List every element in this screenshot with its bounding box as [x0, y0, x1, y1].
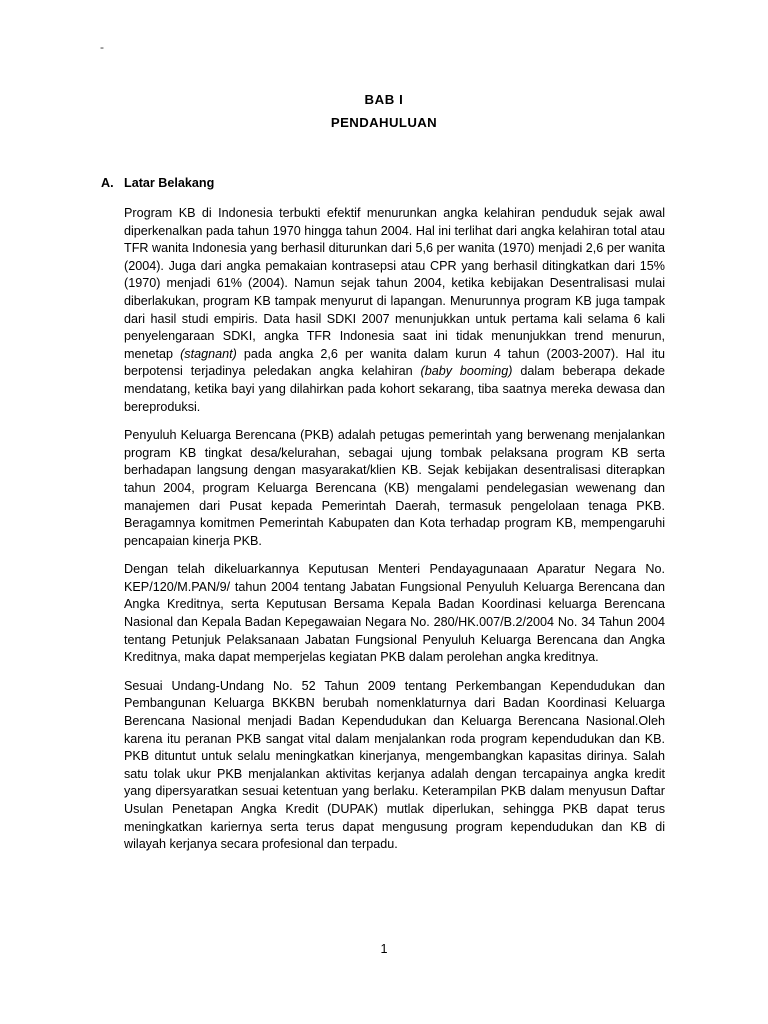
paragraph-3 [124, 561, 665, 667]
chapter-label: BAB I [364, 92, 404, 107]
section-letter: A. [101, 176, 114, 190]
text-run: pada angka 2,6 per wanita dalam kurun 4 tahun (2003-2007). Hal itu berpotensi terjadinya peledakan angka kelahiran [124, 346, 665, 379]
italic-term: (stagnant) [180, 346, 237, 361]
paragraph-1 [124, 205, 665, 416]
paragraph-4 [124, 678, 665, 854]
page-number: 1 [380, 942, 388, 956]
chapter-title: PENDAHULUAN [330, 115, 438, 130]
top-left-mark: - [100, 40, 104, 54]
italic-term: (baby booming) [420, 364, 513, 379]
section-heading [101, 175, 214, 191]
paragraph-2 [124, 427, 665, 550]
text-run: Sesuai Undang-Undang No. 52 Tahun 2009 tentang Perkembangan Kependudukan dan Pembangunan Keluarga BKKBN berubah nomenklaturnya dari Badan Koordinasi Keluarga Berencana Nasional menjadi Badan Kependudukan dan Keluarga Berencana Nasional.Oleh karena itu peranan PKB sangat vital dalam menjalankan roda program kependudukan dan KB. PKB dituntut untuk selalu meningkatkan kinerjanya, mengembangkan kapasitas dirinya. Salah satu tolak ukur PKB menjalankan aktivitas kerjanya adalah dengan tercapainya angka kredit yang dipersyaratkan sesuai ketentuan yang berlaku. Keterampilan PKB dalam menyusun Daftar Usulan Penetapan Angka Kredit (DUPAK) mutlak diperlukan, sehingga PKB dapat terus meningkatkan kariernya serta terus dapat mengusung program kependudukan dan KB di wilayah kerjanya secara profesional dan terpadu. [124, 678, 665, 852]
chapter-heading [0, 88, 768, 134]
body-text [124, 205, 665, 854]
text-run: Penyuluh Keluarga Berencana (PKB) adalah petugas pemerintah yang berwenang menjalankan program KB tingkat desa/kelurahan, sebagai ujung tombak pelaksana program KB serta berhadapan langsung dengan masyarakat/klien KB. Sejak kebijakan desentralisasi diterapkan tahun 2004, program Keluarga Berencana (KB) mengalami pendelegasian wewenang dan manajemen dari Pusat kepada Pemerintah Daerah, termasuk pengelolaan tenaga PKB. Beragamnya komitmen Pemerintah Kabupaten dan Kota terhadap program KB, mempengaruhi pencapaian kinerja PKB. [124, 428, 665, 548]
text-run: dalam beberapa dekade mendatang, ketika bayi yang dilahirkan pada kohort sekarang, tiba saatnya mereka dewasa dan bereproduksi. [124, 364, 665, 414]
text-run: Dengan telah dikeluarkannya Keputusan Menteri Pendayagunaaan Aparatur Negara No. KEP/120/M.PAN/9/ tahun 2004 tentang Jabatan Fungsional Penyuluh Keluarga Berencana dan Angka Kreditnya, serta Keputusan Bersama Kepala Badan Koordinasi keluarga Berencana Nasional dan Kepala Badan Kepegawaian Negara No. 280/HK.007/B.2/2004 No. 34 Tahun 2004 tentang Petunjuk Pelaksanaan Jabatan Fungsional Penyuluh Keluarga Berencana dan Angka Kreditnya, maka dapat memperjelas kegiatan PKB dalam perolehan angka kreditnya. [124, 562, 665, 665]
section-title: Latar Belakang [124, 176, 215, 190]
text-run: Program KB di Indonesia terbukti efektif menurunkan angka kelahiran penduduk sejak awal diperkenalkan pada tahun 1970 hingga tahun 2004. Hal ini terlihat dari angka kelahiran total atau TFR wanita Indonesia yang berhasil diturunkan dari 5,6 per wanita (1970) menjadi 2,6 per wanita (2004). Juga dari angka pemakaian kontrasepsi atau CPR yang berhasil ditingkatkan dari 15% (1970) menjadi 61% (2004). Namun sejak tahun 2004, ketika kebijakan Desentralisasi mulai diberlakukan, program KB tampak menyurut di lapangan. Menurunnya program KB juga tampak dari hasil studi empiris. Data hasil SDKI 2007 menunjukkan untuk pertama kali selama 6 kali penyelengaraan SDKI, angka TFR Indonesia saat ini tidak menunjukkan trend menurun, menetap [124, 206, 665, 361]
